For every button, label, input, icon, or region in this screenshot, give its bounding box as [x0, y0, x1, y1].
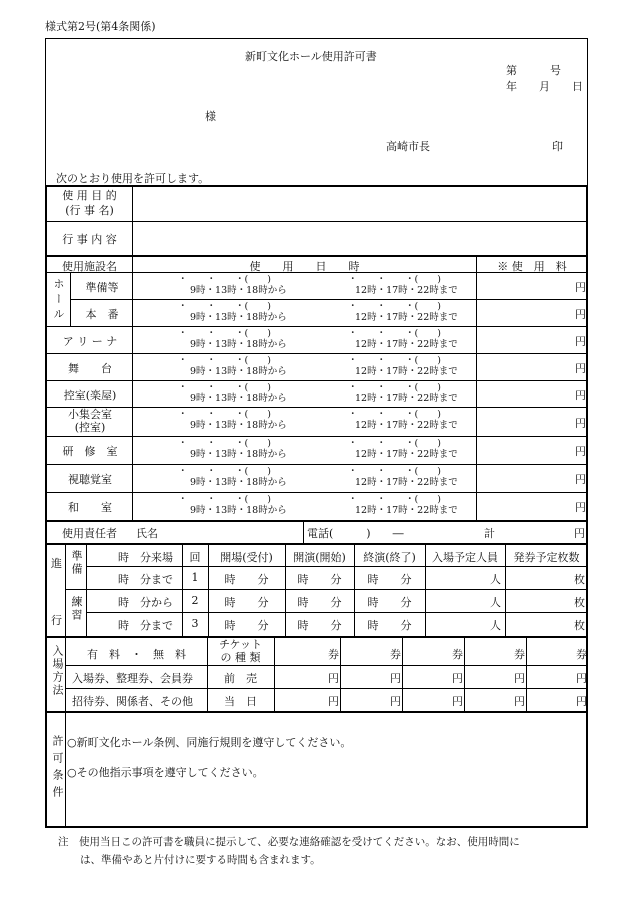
end-time-options: 12時・17時・22時まで: [355, 312, 458, 323]
progress-time: 時 分まで: [118, 573, 173, 586]
end-time-blank: ・ ・ ・( ): [348, 466, 441, 477]
start-time-options: 9時・13時・18時から: [190, 312, 287, 323]
purpose-label-line1: 使 用 目 的: [62, 189, 117, 202]
facility-fee-unit: 円: [575, 307, 586, 321]
issue-date: 年 月 日: [506, 80, 583, 93]
price-unit: 円: [390, 695, 401, 708]
end-time-blank: ・ ・ ・( ): [348, 301, 441, 312]
datetime-header: 使 用 日 時: [249, 260, 360, 273]
open-time: 時 分: [224, 619, 269, 632]
form-title: 新町文化ホール使用許可書: [245, 50, 377, 63]
row-divider: [46, 492, 587, 493]
facility-name: 準備等: [85, 280, 119, 294]
open-time: 時 分: [224, 573, 269, 586]
facility-fee-unit: 円: [575, 361, 586, 375]
start-time-blank: ・ ・ ・( ): [178, 301, 271, 312]
ticket-type-line2: の 種 類: [220, 651, 261, 664]
start-time-options: 9時・13時・18時から: [190, 285, 287, 296]
end-time-blank: ・ ・ ・( ): [348, 494, 441, 505]
start-time-options: 9時・13時・18時から: [190, 420, 287, 431]
permit-number: 第 号: [506, 64, 561, 77]
rehearsal-label: 練習: [70, 596, 83, 622]
ticket-unit: 券: [452, 648, 463, 661]
start-time-options: 9時・13時・18時から: [190, 505, 287, 516]
people-unit: 人: [490, 619, 501, 632]
condition-2: ○その他指示事項を遵守してください。: [67, 766, 264, 779]
purpose-label: [47, 188, 132, 218]
progress-header: 発券予定枚数: [513, 551, 580, 564]
total-unit: 円: [574, 527, 585, 540]
start-time-options: 9時・13時・18時から: [190, 477, 287, 488]
responsible-label: 使用責任者: [62, 527, 117, 540]
facility-name: 和 室: [68, 501, 112, 514]
entry-label: 入場方法: [51, 645, 64, 697]
row-divider: [46, 326, 587, 327]
facility-name: [48, 408, 132, 434]
start-time: 時 分: [297, 619, 342, 632]
fee-header: ※ 使 用 料: [497, 260, 567, 273]
progress-label-1: 進: [51, 557, 62, 570]
progress-time: 時 分まで: [118, 619, 173, 632]
people-unit: 人: [490, 573, 501, 586]
end-time-options: 12時・17時・22時まで: [355, 477, 458, 488]
facility-name: 視聴覚室: [68, 473, 112, 486]
start-time-blank: ・ ・ ・( ): [178, 274, 271, 285]
end-time-options: 12時・17時・22時まで: [355, 505, 458, 516]
progress-header: 開演(開始): [293, 551, 346, 564]
ticket-unit: 券: [390, 648, 401, 661]
start-time-blank: ・ ・ ・( ): [178, 328, 271, 339]
facility-name-line2: (控室): [74, 421, 106, 434]
facility-name-line1: 小集会室: [68, 408, 112, 421]
end-time-options: 12時・17時・22時まで: [355, 393, 458, 404]
progress-round-no: 2: [191, 594, 199, 607]
people-unit: 人: [490, 596, 501, 609]
content-label: 行 事 内 容: [62, 233, 117, 246]
price-unit: 円: [576, 672, 587, 685]
facility-name: 舞 台: [68, 361, 112, 375]
end-time-options: 12時・17時・22時まで: [355, 339, 458, 350]
facility-header: 使用施設名: [62, 260, 117, 273]
seal: 印: [552, 140, 563, 153]
price-unit: 円: [514, 695, 525, 708]
price-unit: 円: [514, 672, 525, 685]
price-unit: 円: [452, 695, 463, 708]
row-divider: [46, 353, 587, 354]
start-time: 時 分: [297, 573, 342, 586]
progress-round-no: 1: [191, 571, 199, 584]
facility-fee-unit: 円: [575, 473, 586, 486]
facility-fee-unit: 円: [575, 445, 586, 458]
open-time: 時 分: [224, 596, 269, 609]
row-divider: [46, 380, 587, 381]
start-time-options: 9時・13時・18時から: [190, 366, 287, 377]
start-time-blank: ・ ・ ・( ): [178, 355, 271, 366]
tickets-unit: 枚: [574, 596, 585, 609]
prep-label: 準備: [70, 550, 83, 576]
start-time-options: 9時・13時・18時から: [190, 393, 287, 404]
progress-header: 終演(終了): [363, 551, 416, 564]
facility-fee-unit: 円: [575, 416, 586, 430]
condition-1: ○新町文化ホール条例、同施行規則を遵守してください。: [67, 736, 352, 749]
start-time-options: 9時・13時・18時から: [190, 449, 287, 460]
end-time: 時 分: [367, 596, 412, 609]
end-time-blank: ・ ・ ・( ): [348, 382, 441, 393]
tickets-unit: 枚: [574, 619, 585, 632]
name-label: 氏名: [136, 527, 158, 540]
facility-name: 研 修 室: [62, 445, 118, 458]
note-line-1: 注 使用当日この許可書を職員に提示して、必要な連絡確認を受けてください。なお、使用時間に: [58, 836, 520, 848]
tickets-unit: 枚: [574, 573, 585, 586]
progress-header: 回: [189, 551, 201, 564]
progress-round-no: 3: [191, 617, 199, 630]
price-unit: 円: [328, 672, 339, 685]
end-time-options: 12時・17時・22時まで: [355, 285, 458, 296]
facility-fee-unit: 円: [575, 388, 586, 402]
issuer: 高崎市長: [386, 140, 430, 153]
price-unit: 円: [452, 672, 463, 685]
end-time-blank: ・ ・ ・( ): [348, 274, 441, 285]
form-number: 様式第2号(第4条関係): [45, 20, 156, 33]
price-unit: 円: [328, 695, 339, 708]
start-time-blank: ・ ・ ・( ): [178, 382, 271, 393]
note-line-2: は、準備やあと片付けに要する時間も含まれます。: [80, 854, 321, 866]
start-time-blank: ・ ・ ・( ): [178, 494, 271, 505]
end-time-blank: ・ ・ ・( ): [348, 409, 441, 420]
end-time-options: 12時・17時・22時まで: [355, 449, 458, 460]
entry-type-label: 招待券、関係者、その他: [72, 695, 193, 708]
end-time: 時 分: [367, 619, 412, 632]
row-divider: [46, 436, 587, 437]
addressee-suffix: 様: [205, 110, 216, 123]
start-time-blank: ・ ・ ・( ): [178, 409, 271, 420]
end-time-blank: ・ ・ ・( ): [348, 355, 441, 366]
ticket-unit: 券: [514, 648, 525, 661]
end-time-options: 12時・17時・22時まで: [355, 420, 458, 431]
ticket-type: [207, 638, 274, 664]
price-unit: 円: [390, 672, 401, 685]
end-time-blank: ・ ・ ・( ): [348, 438, 441, 449]
phone-label: 電話( ) ―: [307, 527, 404, 540]
facility-name: 本 番: [85, 307, 119, 321]
start-time-blank: ・ ・ ・( ): [178, 466, 271, 477]
start-time: 時 分: [297, 596, 342, 609]
start-time-blank: ・ ・ ・( ): [178, 438, 271, 449]
end-time: 時 分: [367, 573, 412, 586]
ticket-unit: 券: [328, 648, 339, 661]
end-time-blank: ・ ・ ・( ): [348, 328, 441, 339]
start-time-options: 9時・13時・18時から: [190, 339, 287, 350]
facility-fee-unit: 円: [575, 334, 586, 348]
progress-header: 開場(受付): [220, 551, 273, 564]
entry-kind: 前 売: [224, 672, 257, 685]
price-unit: 円: [576, 695, 587, 708]
entry-type-label: 入場券、整理券、会員券: [72, 672, 193, 685]
progress-time: 時 分来場: [118, 551, 173, 564]
purpose-label-line2: (行 事 名): [65, 204, 114, 217]
conditions-label: 許可条件: [51, 735, 64, 803]
facility-fee-unit: 円: [575, 280, 586, 294]
intro-text: 次のとおり使用を許可します。: [56, 172, 210, 185]
facility-fee-unit: 円: [575, 501, 586, 514]
progress-header: 入場予定人員: [432, 551, 498, 564]
total-label: 計: [484, 527, 495, 540]
ticket-unit: 券: [576, 648, 587, 661]
progress-time: 時 分から: [118, 596, 173, 609]
progress-label-2: 行: [51, 614, 62, 627]
paid-free: 有 料 ・ 無 料: [87, 648, 186, 661]
facility-name: ア リ ー ナ: [62, 334, 118, 348]
facility-name: 控室(楽屋): [63, 388, 117, 402]
hall-label: ホール: [52, 278, 65, 323]
entry-kind: 当 日: [224, 695, 257, 708]
end-time-options: 12時・17時・22時まで: [355, 366, 458, 377]
ticket-type-line1: チケット: [218, 638, 262, 651]
row-divider: [46, 464, 587, 465]
